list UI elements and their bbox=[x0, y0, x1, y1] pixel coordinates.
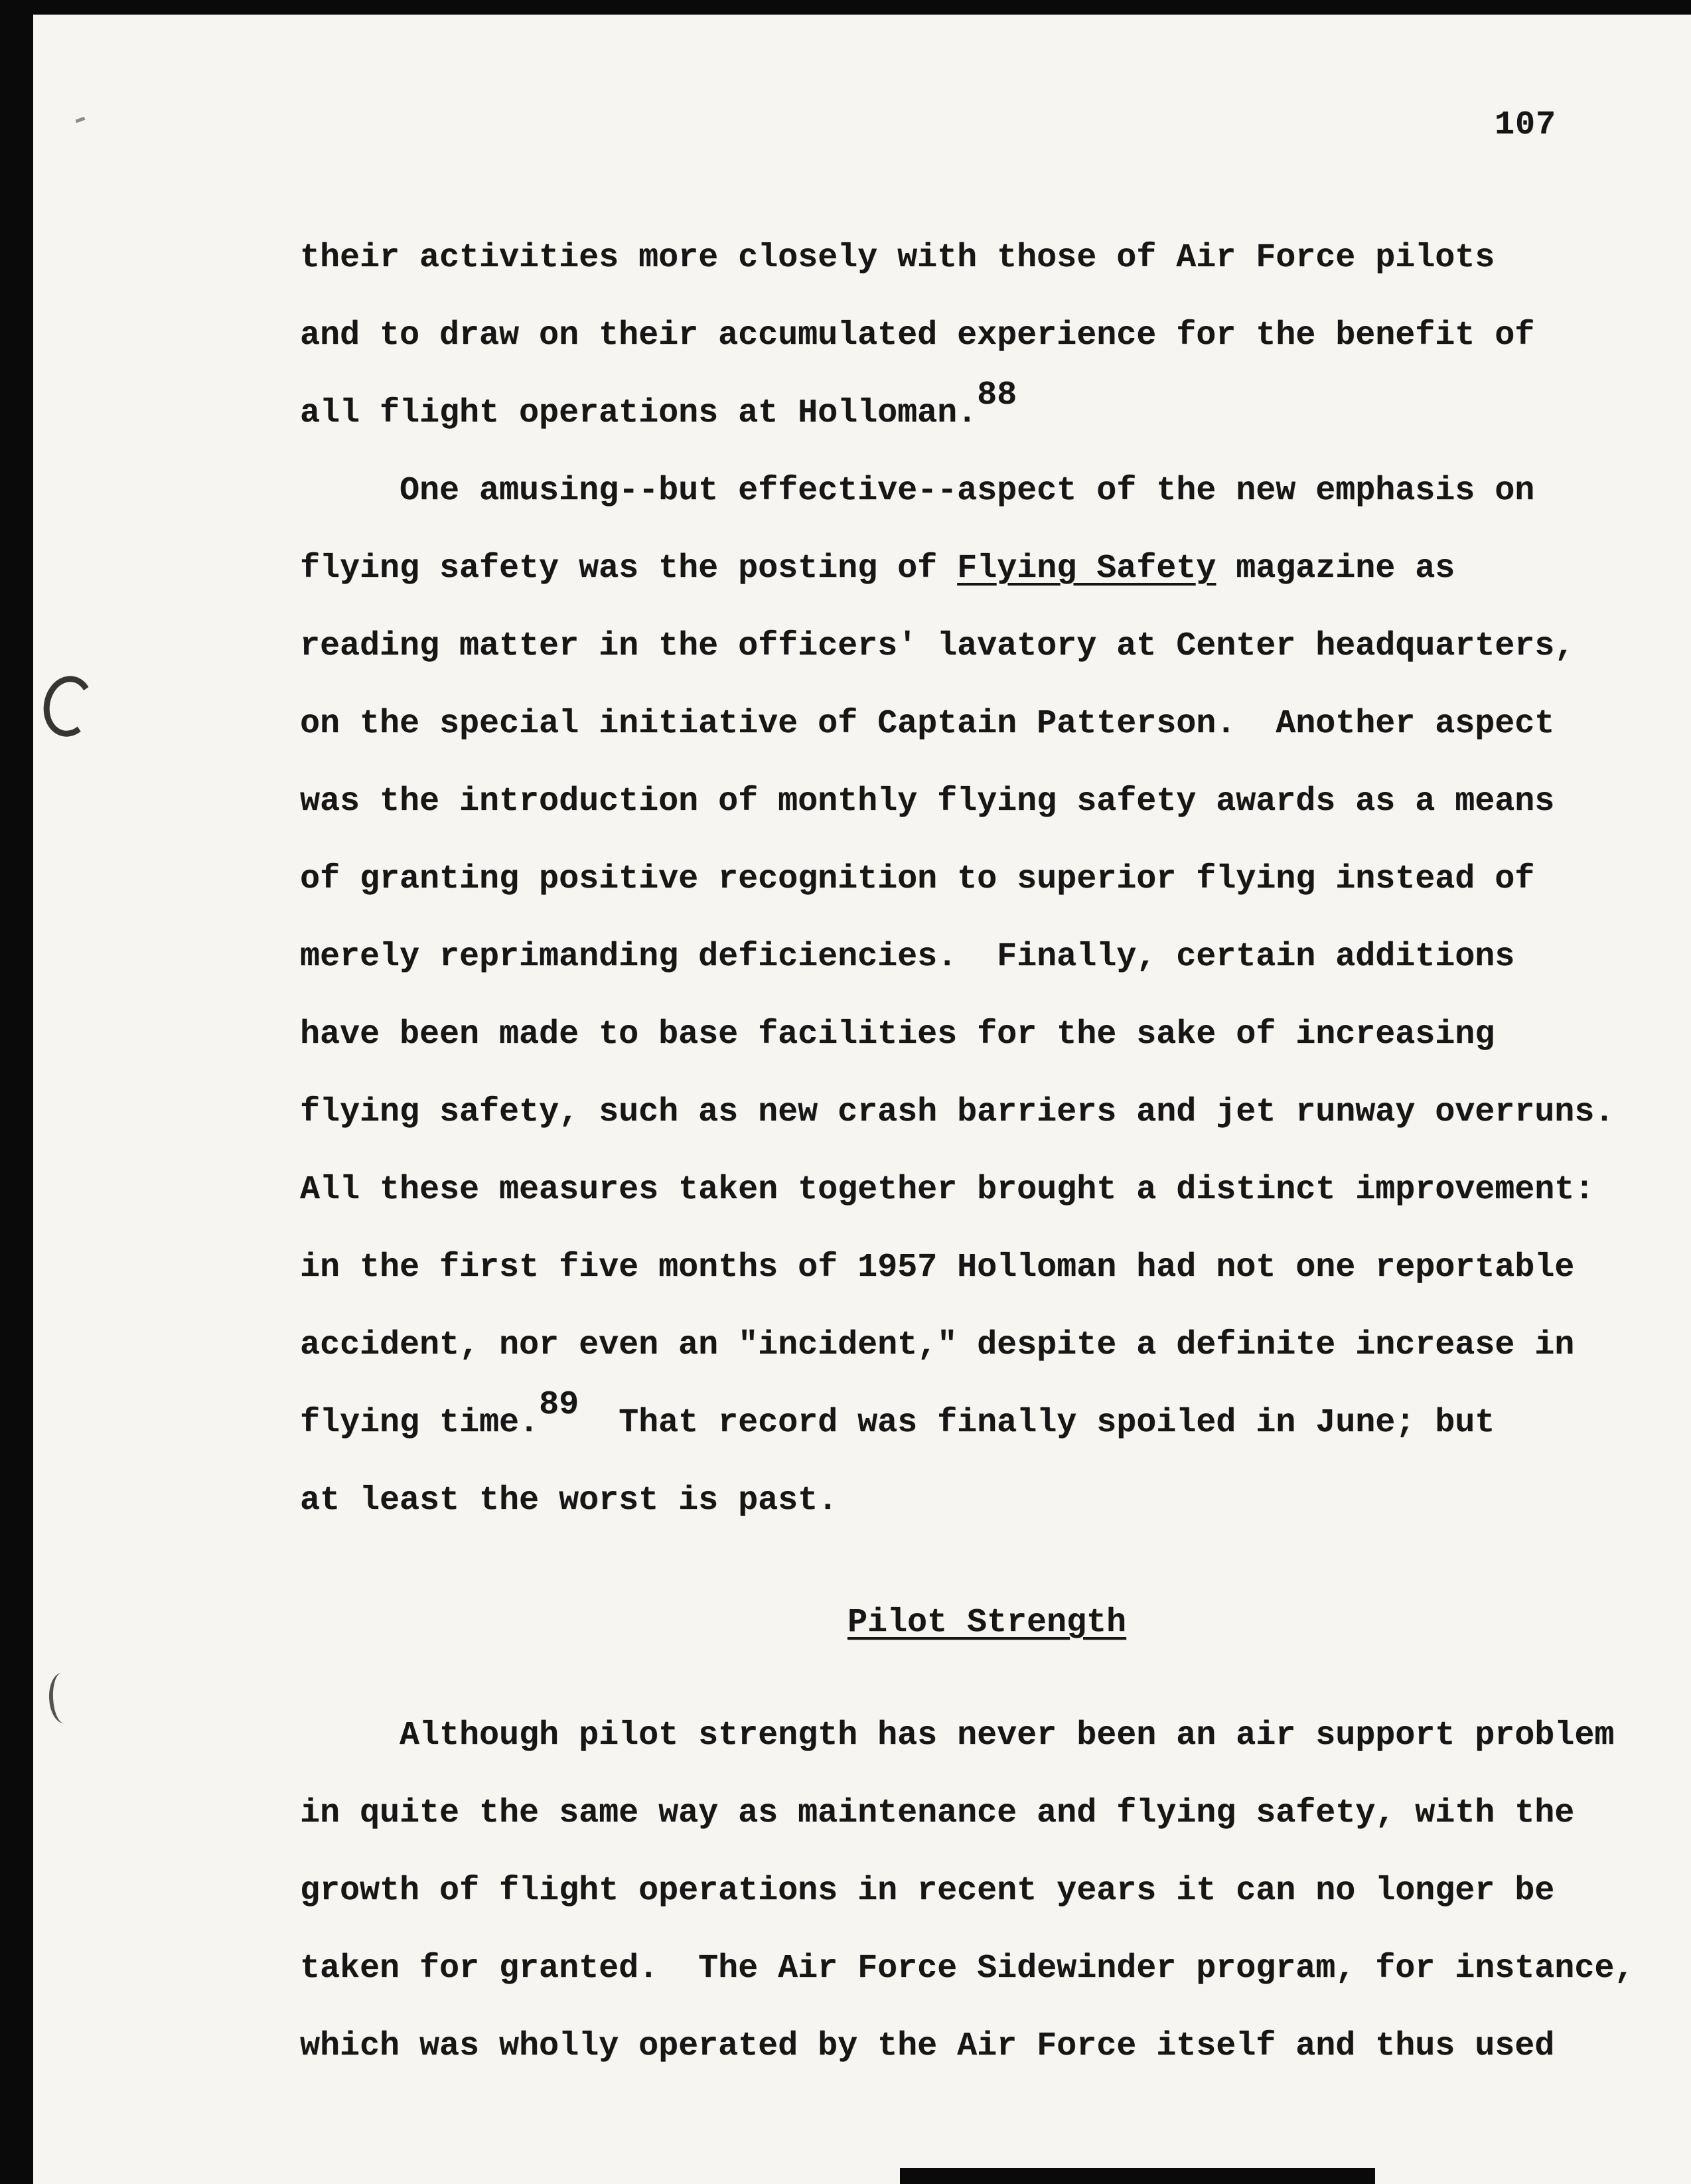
text-segment: all flight operations at Holloman. bbox=[300, 394, 978, 432]
text-line bbox=[300, 374, 1674, 452]
text-segment: have been made to base facilities for the sake of increasing bbox=[300, 1016, 1495, 1053]
text-line bbox=[300, 1697, 1674, 1774]
text-segment: One amusing--but effective--aspect of the new emphasis on bbox=[300, 472, 1535, 510]
text-segment: and to draw on their accumulated experience for the benefit of bbox=[300, 317, 1535, 354]
text-line bbox=[300, 1384, 1674, 1462]
text-segment: reading matter in the officers' lavatory at Center headquarters, bbox=[300, 627, 1575, 665]
footnote-reference: 88 bbox=[977, 376, 1017, 414]
scan-edge-left-bar bbox=[0, 0, 33, 2184]
scan-artifact-curve bbox=[39, 672, 98, 740]
text-segment: flying safety was the posting of bbox=[300, 550, 958, 587]
text-segment: their activities more closely with those of Air Force pilots bbox=[300, 239, 1495, 277]
text-line bbox=[300, 452, 1674, 530]
text-line bbox=[300, 607, 1674, 685]
underlined-text: Flying Safety bbox=[957, 550, 1216, 587]
text-segment: accident, nor even an "incident," despite a definite increase in bbox=[300, 1326, 1575, 1364]
text-line bbox=[300, 996, 1674, 1073]
text-line bbox=[300, 918, 1674, 996]
text-segment: That record was finally spoiled in June; but bbox=[579, 1404, 1495, 1442]
text-segment: flying safety, such as new crash barriers and jet runway overruns. bbox=[300, 1093, 1615, 1131]
text-segment: which was wholly operated by the Air Force itself and thus used bbox=[300, 2027, 1555, 2065]
text-line bbox=[300, 2007, 1674, 2085]
text-line bbox=[300, 1852, 1674, 1930]
text-segment: taken for granted. The Air Force Sidewinder program, for instance, bbox=[300, 1950, 1635, 1988]
text-line bbox=[300, 1930, 1674, 2007]
text-line bbox=[300, 1073, 1674, 1151]
text-segment: magazine as bbox=[1216, 550, 1455, 587]
text-line bbox=[300, 1229, 1674, 1306]
text-segment: Although pilot strength has never been an air support problem bbox=[300, 1717, 1615, 1755]
text-line bbox=[300, 297, 1674, 374]
text-line bbox=[300, 1462, 1674, 1539]
text-line bbox=[300, 685, 1674, 763]
text-line bbox=[300, 763, 1674, 840]
text-segment: at least the worst is past. bbox=[300, 1482, 838, 1520]
text-line bbox=[300, 530, 1674, 607]
text-segment: on the special initiative of Captain Patterson. Another aspect bbox=[300, 705, 1555, 743]
footnote-reference: 89 bbox=[539, 1385, 579, 1424]
text-line bbox=[300, 1774, 1674, 1852]
text-line bbox=[300, 840, 1674, 918]
text-segment: of granting positive recognition to superior flying instead of bbox=[300, 860, 1535, 898]
section-heading-text: Pilot Strength bbox=[847, 1604, 1127, 1642]
section-heading bbox=[300, 1584, 1674, 1662]
text-segment: flying time. bbox=[300, 1404, 540, 1442]
text-segment: in the first five months of 1957 Holloman had not one reportable bbox=[300, 1249, 1575, 1287]
text-line bbox=[300, 1151, 1674, 1229]
text-segment: growth of flight operations in recent years it can no longer be bbox=[300, 1872, 1555, 1910]
scan-artifact-dash bbox=[76, 117, 86, 123]
scan-artifact-paren bbox=[48, 1672, 78, 1724]
text-segment: was the introduction of monthly flying safety awards as a means bbox=[300, 783, 1555, 820]
text-segment: All these measures taken together brought a distinct improvement: bbox=[300, 1171, 1595, 1209]
document-body bbox=[300, 219, 1674, 2085]
text-line bbox=[300, 219, 1674, 297]
text-line bbox=[300, 1306, 1674, 1384]
text-segment: merely reprimanding deficiencies. Finally, certain additions bbox=[300, 938, 1515, 976]
scan-edge-top-bar bbox=[0, 0, 1691, 15]
text-segment: in quite the same way as maintenance and flying safety, with the bbox=[300, 1794, 1575, 1832]
page-number: 107 bbox=[1495, 106, 1557, 144]
scan-edge-bottom-bar bbox=[900, 2168, 1375, 2184]
